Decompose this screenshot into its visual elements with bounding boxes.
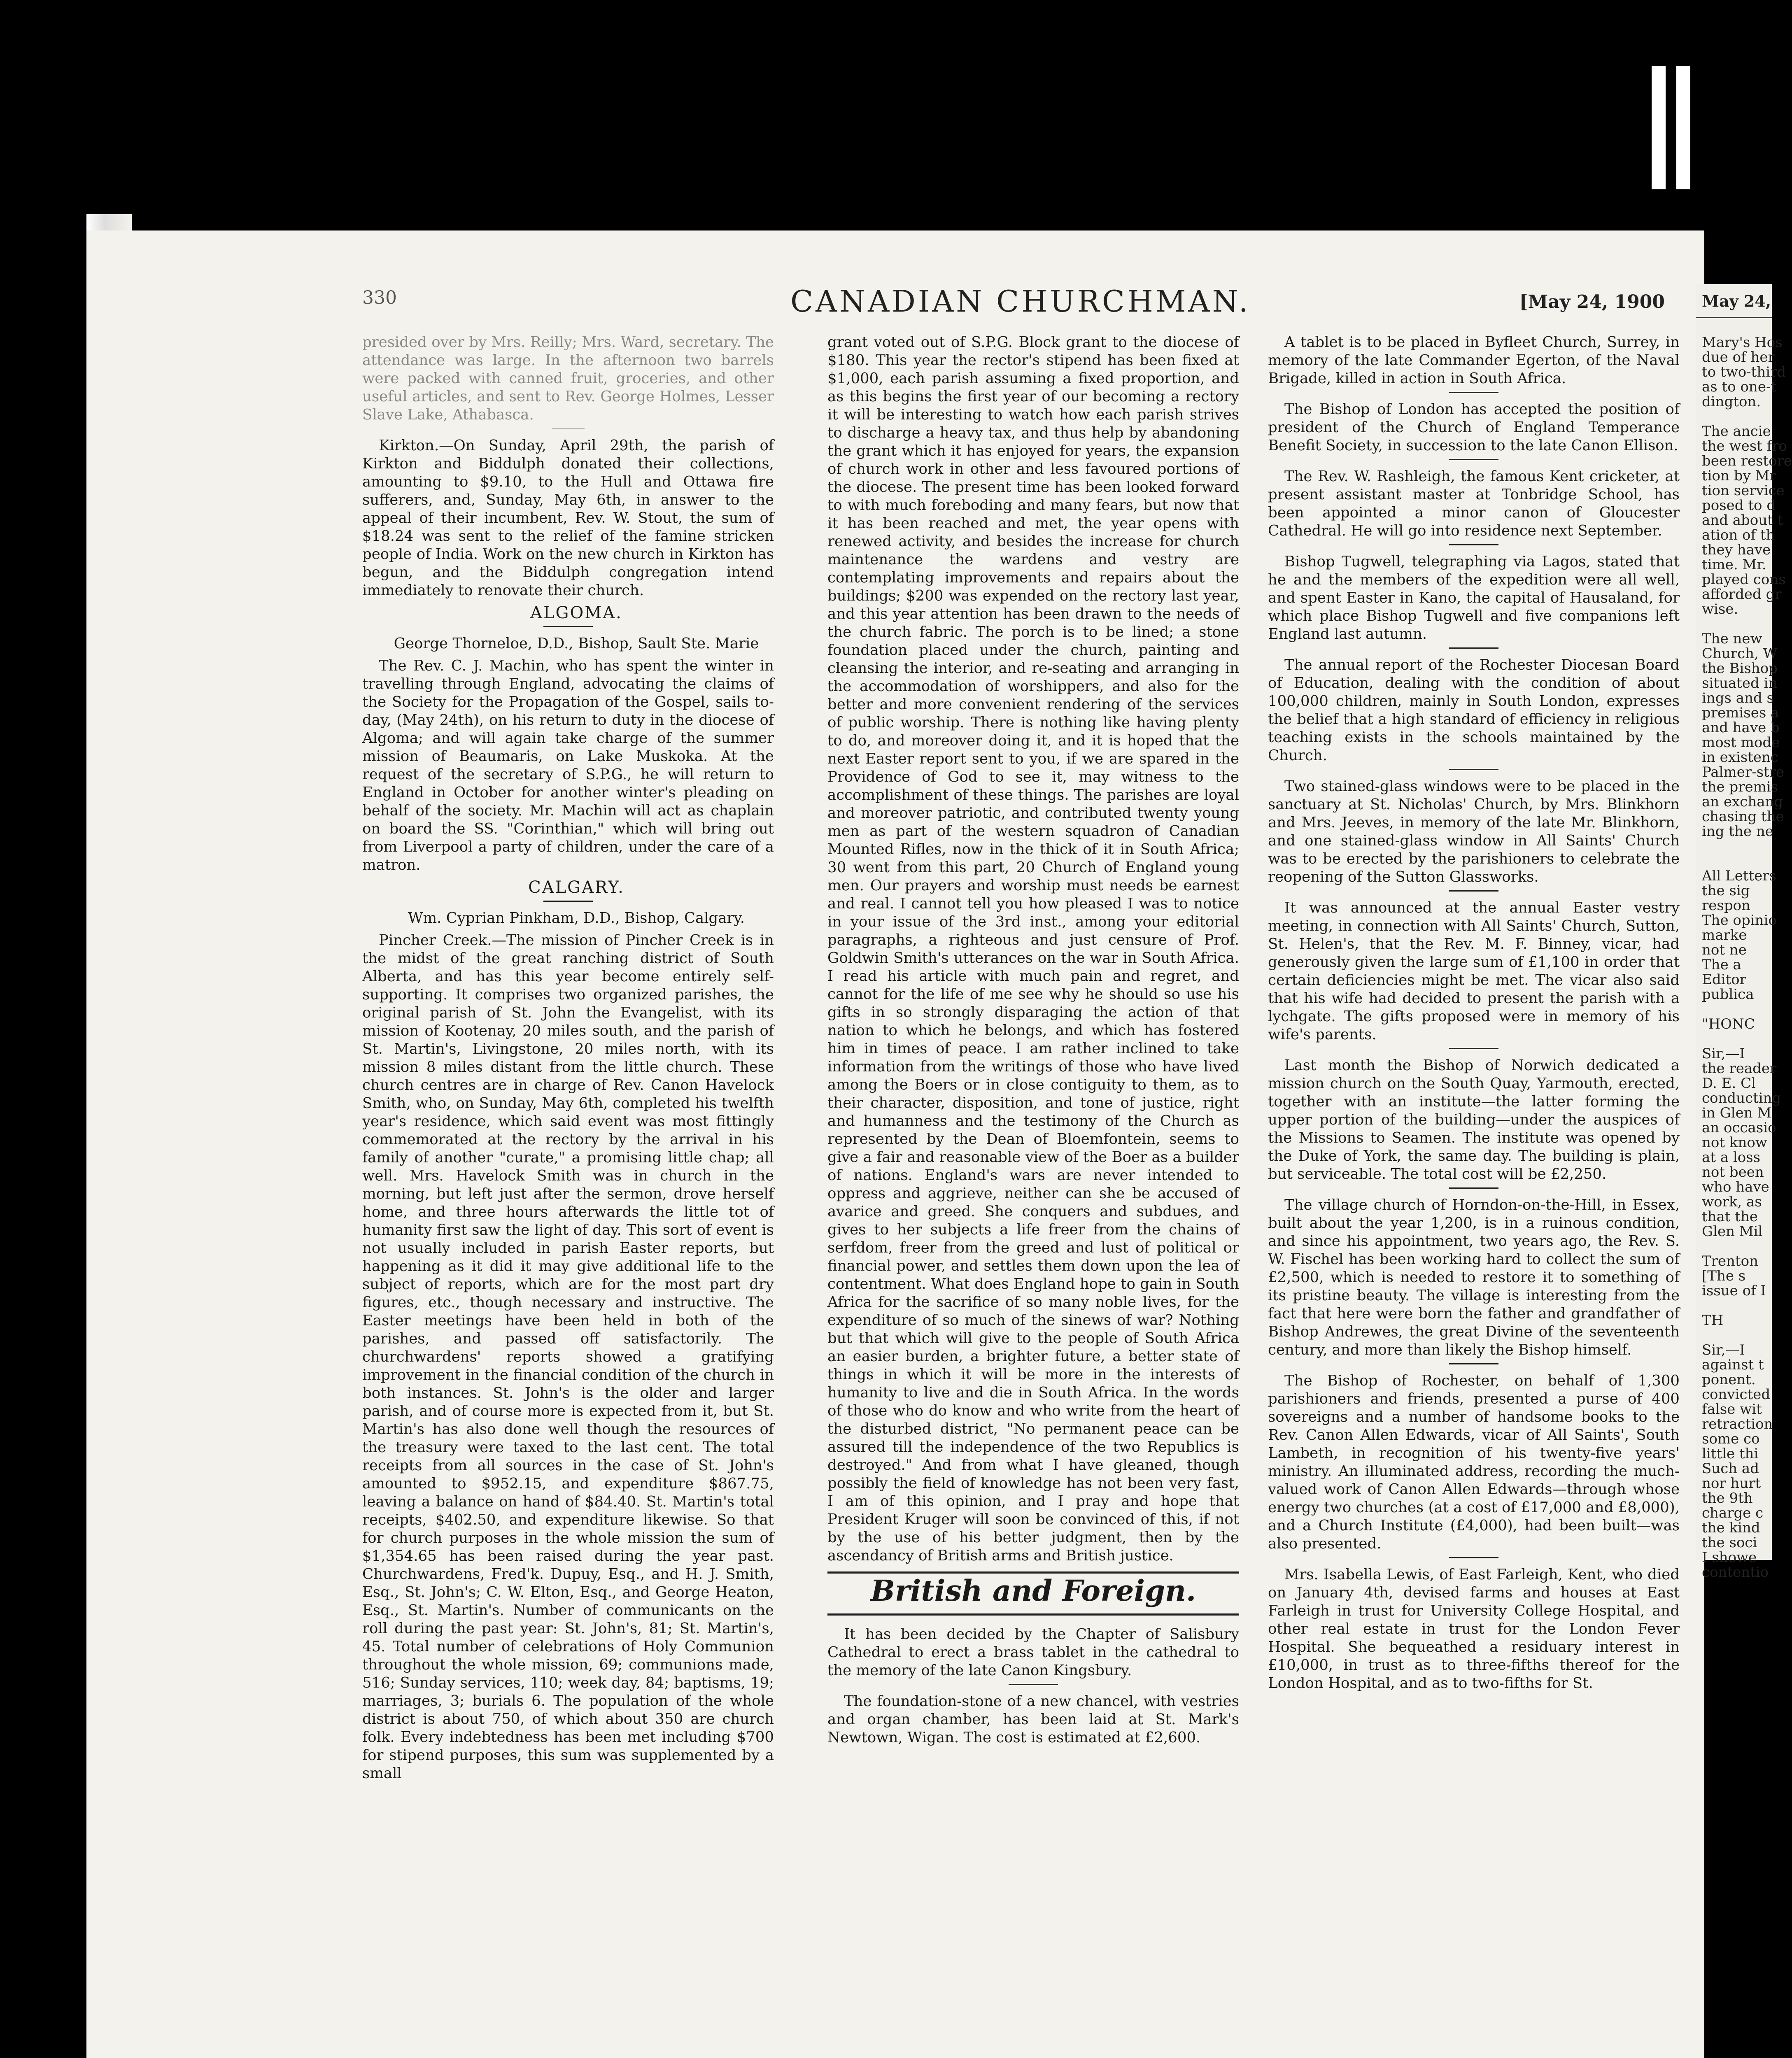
rashleigh-paragraph: The Rev. W. Rashleigh, the famous Kent cricketer, at present assistant master at Tonbridge School, has been appointed a minor canon of Gloucester Cathedral. He will go into residence next September. [1268, 468, 1680, 539]
page-header [362, 284, 1665, 317]
divider [1449, 1557, 1498, 1558]
next-page-line: The new [1702, 631, 1762, 647]
next-page-line: due of her [1702, 349, 1775, 366]
next-page-line: publica [1702, 986, 1754, 1003]
next-page-line: Such ad [1702, 1460, 1759, 1477]
next-page-line: ing the ne [1702, 823, 1773, 840]
next-page-line: at a loss [1702, 1149, 1761, 1166]
divider [1449, 1048, 1498, 1049]
next-page-line: the soci [1702, 1534, 1757, 1551]
next-page-line: convicted [1702, 1386, 1771, 1403]
next-page-line: to two-third [1702, 364, 1786, 380]
next-page-line: false wit [1702, 1401, 1762, 1418]
next-page-line: afforded gr [1702, 586, 1782, 603]
next-page-line: Mary's Hos [1702, 334, 1783, 351]
salisbury-paragraph: It has been decided by the Chapter of Salisbury Cathedral to erect a brass tablet in the cathedral to the memory of the late Canon Kingsbury. [827, 1626, 1239, 1679]
next-page-line: conducting [1702, 1090, 1781, 1106]
lewis-paragraph: Mrs. Isabella Lewis, of East Farleigh, Kent, who died on January 4th, devised farms and houses at East Farleigh in trust for University College Hospital, and other real estate in trust for the London Fever Hospital. She bequeathed a residuary interest in £10,000, in trust as to three-fifths thereof for the London Hospital, and as to two-fifths for St. [1268, 1566, 1680, 1692]
divider [552, 428, 585, 429]
next-page-line: most mode [1702, 734, 1780, 751]
next-page-line: [The s [1702, 1268, 1746, 1284]
next-page-line: the Bishop [1702, 660, 1778, 677]
column-3 [1268, 333, 1680, 1697]
pincher-creek-paragraph: Pincher Creek.—The mission of Pincher Creek is in the midst of the great ranching district of South Alberta, and has this year become entirely self-supporting. It comprises two organized parishes, the original parish of St. John the Evangelist, with its mission of Kootenay, 20 miles south, and the parish of St. Martin's, Livingstone, 20 miles north, with its mission 8 miles distant from the little church. These church centres are in charge of Rev. Canon Havelock Smith, who, on Sunday, May 6th, completed his twelfth year's residence, which said event was most fittingly commemorated at the rectory by the arrival in his family of another "curate," a promising little chap; all well. Mrs. Havelock Smith was in church in the morning, but left just after the sermon, drove herself home, and three hours afterwards the little tot of humanity first saw the light of day. This sort of event is not usually included in parish Easter reports, but happening as it did it may give additional life to the subject of reports, which are for the most part dry figures, etc., though necessary and instructive. The Easter meetings have been held in both of the parishes, and passed off satisfactorily. The churchwardens' reports showed a gratifying improvement in the financial condition of the church in both instances. St. John's is the older and larger parish, and of course more is expected from it, but St. Martin's has also done well though the resources of the treasury were taxed to the last cent. The total receipts from all sources in the case of St. John's amounted to $952.15, and expenditure $867.75, leaving a balance on hand of $84.40. St. Martin's total receipts, $402.50, and expenditure likewise. So that for church purposes in the whole mission the sum of $1,354.65 has been raised during the year past. Churchwardens, Fred'k. Dupuy, Esq., and H. J. Smith, Esq., St. John's; C. W. Elton, Esq., and George Heaton, Esq., St. Martin's. Number of communicants on the roll during the past year: St. John's, 81; St. Martin's, 45. Total number of celebrations of Holy Communion throughout the whole mission, 69; communions made, 516; Sunday services, 110; week day, 84; baptisms, 19; marriages, 3; burials 6. The population of the whole district is about 750, of which about 350 are church folk. Every indebtedness has been met including $700 for stipend purposes, this sum was supplemented by a small [362, 932, 774, 1782]
next-page-line: the sig [1702, 882, 1750, 899]
divider [1449, 647, 1498, 649]
algoma-paragraph: The Rev. C. J. Machin, who has spent the winter in travelling through England, advocating the claims of the Society for the Propagation of the Gospel, sails to-day, (May 24th), on his return to duty in the diocese of Algoma; and will again take charge of the summer mission of Beaumaris, on Lake Muskoka. At the request of the secretary of S.P.G., he will return to England in October for another winter's pleading on behalf of the society. Mr. Machin will act as chaplain on board the SS. "Corinthian," which will bring out from Liverpool a party of children, under the care of a matron. [362, 657, 774, 873]
stained-glass-paragraph: Two stained-glass windows were to be placed in the sanctuary at St. Nicholas' Church, by Mrs. Blinkhorn and Mrs. Jeeves, in memory of the late Mr. Blinkhorn, and one stained-glass window in All Saints' Church was to be erected by the parishioners to celebrate the reopening of the Sutton Glassworks. [1268, 778, 1680, 885]
divider [1449, 1363, 1498, 1364]
continued-paragraph: grant voted out of S.P.G. Block grant to the diocese of $180. This year the rector's stipend has been fixed at $1,000, each parish assuming a fixed proportion, and as this begins the first year of our becoming a rectory it will be interesting to watch how each parish strives to discharge a heavy tax, and thus help by abandoning the grant which it has enjoyed for years, the expansion of church work in other and less favoured portions of the diocese. The present time has been looked forward to with much foreboding and many fears, but now that it has been reached and met, the year opens with renewed activity, and besides the increase for church maintenance the wardens and vestry are contemplating improvements and repairs about the buildings; $200 was expended on the rectory last year, and this year attention has been drawn to the needs of the church fabric. The porch is to be lined; a stone foundation placed under the church, painting and cleansing the interior, and re-seating and arranging in the accommodation of worshippers, and also for the better and more convenient rendering of the services of public worship. There is nothing like having plenty to do, and moreover doing it, and it is hoped that the next Easter report sent to you, if we are spared in the Providence of God to see it, may witness to the accomplishment of these things. The parishes are loyal and moreover patriotic, and contributed twenty young men as part of the western squadron of Canadian Mounted Rifles, now in the thick of it in South Africa; 30 went from this part, 20 Church of England young men. Our prayers and worship must needs be earnest and real. I cannot tell you how pleased I was to notice in your issue of the 3rd inst., among your editorial paragraphs, a righteous and just censure of Prof. Goldwin Smith's utterances on the war in South Africa. I read his article with much pain and regret, and cannot for the life of me see why he should so use his gifts in so strongly disparaging the action of that nation to which he belongs, and which has fostered him in times of peace. I am rather inclined to take information from the writings of those who have lived among the Boers or in close contiguity to them, as to their character, disposition, and tone of justice, right and humanness and the testimony of the Church as represented by the Dean of Bloemfontein, seems to give a fair and reasonable view of the Boer as a builder of nations. England's wars are never intended to oppress and aggrieve, neither can she be accused of avarice and greed. She conquers and subdues, and gives to her subjects a life freer from the chains of serfdom, freer from the greed and lust of political or financial power, and settles them down upon the lea of contentment. What does England hope to gain in South Africa for the sacrifice of so many noble lives, for the expenditure of so much of the sinews of war? Nothing but that which will give to the people of South Africa an easier burden, a brighter future, a better state of things in which it will be more in the interests of humanity to live and die in South Africa. In the words of those who do know and who write from the heart of the disturbed district, "No permanent peace can be assured till the independence of the two Republics is destroyed." And from what I have gleaned, though possibly the field of knowledge has not been very fast, I am of this opinion, and I pray and hope that President Kruger will soon be convinced of this, if not by the use of his better judgment, then by the ascendancy of British arms and British justice. [827, 334, 1239, 1564]
next-page-line: and about t [1702, 512, 1783, 528]
norwich-paragraph: Last month the Bishop of Norwich dedicated a mission church on the South Quay, Yarmouth, erected, together with an institute—the latter forming the upper portion of the building—under the auspices of the Missions to Seamen. The institute was opened by the Duke of York, the same day. The building is plain, but serviceable. The total cost will be £2,250. [1268, 1057, 1680, 1183]
next-page-line: ings and s [1702, 690, 1774, 706]
wigan-paragraph: The foundation-stone of a new chancel, with vestries and organ chamber, has been laid at St. Mark's Newtown, Wigan. The cost is estimated at £2,600. [827, 1693, 1239, 1746]
column-1 [362, 333, 774, 1787]
next-page-line: the 9th [1702, 1490, 1753, 1506]
next-page-line: marke [1702, 927, 1747, 943]
next-page-line: situated in [1702, 675, 1778, 691]
next-page-line: chasing the [1702, 808, 1784, 825]
next-page-line: Sir,—I [1702, 1342, 1745, 1358]
next-page-line: the premis [1702, 779, 1778, 795]
next-page-line: the kind [1702, 1520, 1760, 1536]
next-page-line: as to one-t [1702, 379, 1777, 395]
next-page-header: May 24, [1702, 292, 1771, 310]
next-page-line: issue of I [1702, 1283, 1766, 1299]
next-page-line: premises a [1702, 705, 1779, 721]
kirkton-paragraph: Kirkton.—On Sunday, April 29th, the parish of Kirkton and Biddulph donated their collections, amounting to $9.10, to the Hull and Ottawa fire sufferers, and, Sunday, May 6th, in answer to the appeal of their incumbent, Rev. W. Stout, the sum of $18.24 was sent to the relief of the famine stricken people of India. Work on the new church in Kirkton has begun, and the Biddulph congregation intend immediately to renovate their church. [362, 437, 774, 599]
next-page-line: not ne [1702, 942, 1747, 958]
next-page-line: an exchang [1702, 794, 1783, 810]
next-page-line: tion service [1702, 482, 1785, 499]
byfleet-paragraph: A tablet is to be placed in Byfleet Church, Surrey, in memory of the late Commander Egerton, of the Naval Brigade, killed in action in South Africa. [1268, 334, 1680, 387]
scan-marker [1676, 66, 1690, 189]
next-page-line: they have [1702, 542, 1771, 558]
next-page-line: Church, W [1702, 645, 1778, 662]
next-page-line: The ancie [1702, 423, 1771, 440]
next-page-line: some co [1702, 1431, 1760, 1447]
masthead: CANADIAN CHURCHMAN. [790, 284, 1251, 319]
next-page-line: ation of th [1702, 527, 1775, 543]
next-page-line: and have b [1702, 719, 1780, 736]
next-page-line: Palmer-stre [1702, 764, 1785, 780]
next-page-line: wise. [1702, 601, 1738, 617]
next-page-line: The opinio [1702, 912, 1777, 929]
divider [543, 901, 593, 902]
algoma-bishop: George Thorneloe, D.D., Bishop, Sault Ste. Marie [394, 635, 759, 652]
next-page-line: little thi [1702, 1446, 1759, 1462]
next-page-line: ponent. [1702, 1371, 1756, 1388]
next-page-line: D. E. Cl [1702, 1075, 1756, 1092]
section-title: British and Foreign. [870, 1574, 1196, 1608]
next-page-line: in existenc [1702, 749, 1778, 766]
next-page-line: that the [1702, 1208, 1758, 1225]
next-page-line: charge c [1702, 1505, 1764, 1521]
dateline: [May 24, 1900 [1519, 291, 1665, 312]
header-rule [1696, 317, 1772, 318]
next-page-line: I showe [1702, 1549, 1757, 1566]
next-page-line: respon [1702, 897, 1750, 914]
next-page-line: the west fro [1702, 438, 1787, 454]
british-and-foreign-banner [827, 1571, 1239, 1616]
next-page-line: tion by Mr [1702, 468, 1776, 484]
divider [1449, 1187, 1498, 1189]
intro-paragraph: presided over by Mrs. Reilly; Mrs. Ward, secretary. The attendance was large. In the afternoon two barrels were packed with canned fruit, groceries, and other useful articles, and sent to Rev. George Holmes, Lesser Slave Lake, Athabasca. [362, 334, 774, 423]
divider [1449, 890, 1498, 892]
divider [1009, 1684, 1058, 1685]
next-page-line: time. Mr. [1702, 556, 1766, 573]
next-page-line: "HONC [1702, 1016, 1755, 1032]
next-page-strip [1696, 284, 1792, 1581]
page-number: 330 [362, 287, 397, 308]
next-page-line: posed to d [1702, 497, 1776, 514]
bishop-london-paragraph: The Bishop of London has accepted the position of president of the Church of England Temperance Benefit Society, in succession to the late Canon Ellison. [1268, 401, 1680, 454]
tugwell-paragraph: Bishop Tugwell, telegraphing via Lagos, stated that he and the members of the expedition were all well, and spent Easter in Kano, the capital of Hausaland, for which place Bishop Tugwell and five companions left England last autumn. [1268, 553, 1680, 643]
next-page-line: not been [1702, 1164, 1764, 1180]
next-page-line: against t [1702, 1357, 1764, 1373]
algoma-heading: ALGOMA. [530, 603, 622, 622]
next-page-line: nor hurt [1702, 1475, 1761, 1492]
next-page-line: dington. [1702, 393, 1761, 410]
next-page-line: retraction [1702, 1416, 1773, 1432]
next-page-line: played cons [1702, 571, 1786, 588]
next-page-line: not know [1702, 1134, 1767, 1151]
next-page-line: Sir,—I [1702, 1045, 1745, 1062]
next-page-line: Trenton [1702, 1253, 1758, 1269]
sutton-paragraph: It was announced at the annual Easter vestry meeting, in connection with All Saints' Church, Sutton, St. Helen's, that the Rev. M. F. Binney, vicar, had generously given the large sum of £1,100 in order that certain deficiencies might be met. The vicar also said that his wife had decided to present the parish with a lychgate. The gifts proposed were in memory of his wife's parents. [1268, 899, 1680, 1043]
next-page-line: been restore [1702, 453, 1792, 469]
next-page-line: Glen Mil [1702, 1223, 1763, 1240]
next-page-line: an occasio [1702, 1120, 1776, 1136]
edwards-paragraph: The Bishop of Rochester, on behalf of 1,300 parishioners and friends, presented a purse of 400 sovereigns and a number of handsome books to the Rev. Canon Allen Edwards, vicar of All Saints', South Lambeth, in recognition of his twenty-five years' ministry. An illuminated address, recording the much-valued work of Canon Allen Edwards—through whose energy two churches (at a cost of £17,000 and £8,000), and a Church Institute (£4,000), had been built—was also presented. [1268, 1372, 1680, 1552]
calgary-heading: CALGARY. [528, 878, 625, 897]
next-page-line: work, as [1702, 1194, 1762, 1210]
next-page-line: The a [1702, 957, 1741, 973]
divider [1449, 459, 1498, 460]
next-page-line: contentio [1702, 1564, 1769, 1581]
horndon-paragraph: The village church of Horndon-on-the-Hill, in Essex, built about the year 1,200, is in a ruinous condition, and since his appointment, two years ago, the Rev. S. W. Fischel has been working hard to collect the sum of £2,500, which is needed to restore it to something of its pristine beauty. The village is interesting from the fact that here were born the father and grandfather of Bishop Andrewes, the great Divine of the seventeenth century, and more than likely the Bishop himself. [1268, 1197, 1680, 1358]
next-page-line: who have [1702, 1179, 1769, 1195]
column-2 [827, 333, 1239, 1751]
next-page-line: the reader [1702, 1060, 1777, 1077]
rochester-report-paragraph: The annual report of the Rochester Diocesan Board of Education, dealing with the condition of about 100,000 children, mainly in South London, expresses the belief that a high standard of efficiency in religious teaching exists in the schools maintained by the Church. [1268, 657, 1680, 764]
next-page-line: TH [1702, 1312, 1724, 1329]
divider [1449, 769, 1498, 770]
divider [543, 626, 593, 627]
next-page-line: Editor [1702, 971, 1746, 988]
divider [1449, 544, 1498, 545]
calgary-bishop: Wm. Cyprian Pinkham, D.D., Bishop, Calgary. [408, 910, 745, 927]
next-page-line: All Letters [1702, 868, 1776, 884]
next-page-line: in Glen M [1702, 1105, 1772, 1121]
divider [1449, 392, 1498, 393]
scan-marker [1652, 66, 1666, 189]
